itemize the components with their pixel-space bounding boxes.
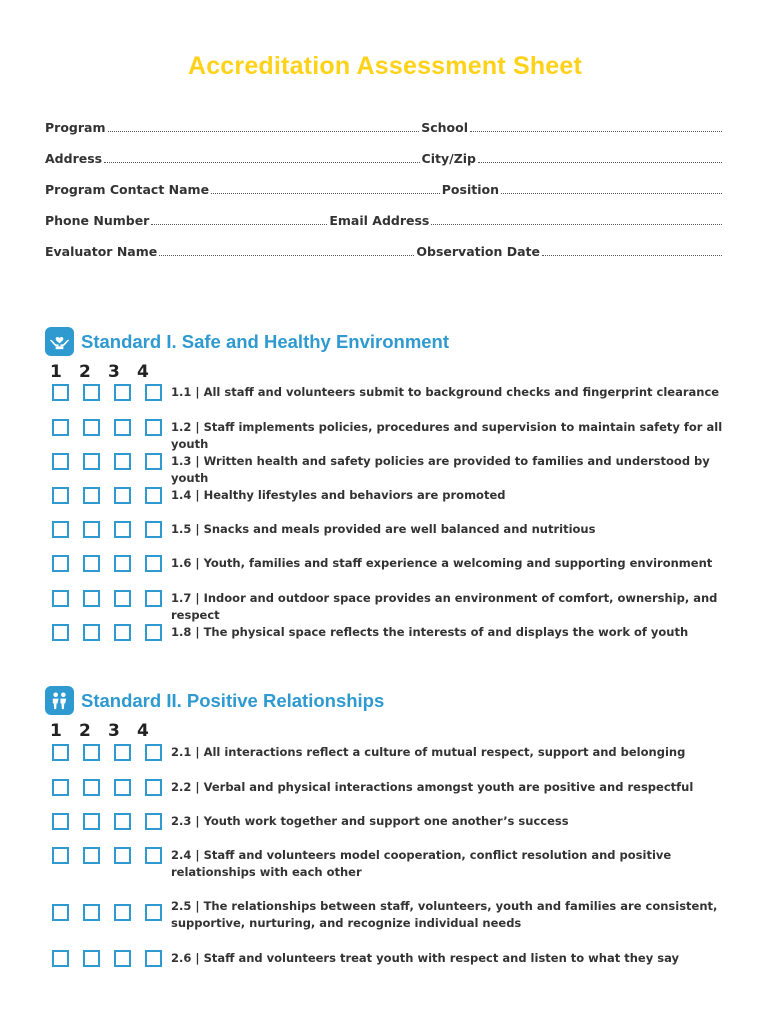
rating-2-checkbox[interactable]: [83, 555, 100, 572]
criterion-text: 1.8 | The physical space reflects the interests of and displays the work of youth: [171, 625, 689, 639]
program-contact-name-label: Program Contact Name: [45, 182, 210, 197]
rating-4-checkbox[interactable]: [145, 744, 162, 761]
observation-date-label: Observation Date: [416, 244, 540, 259]
rating-4-checkbox[interactable]: [145, 590, 162, 607]
rating-1-checkbox[interactable]: [52, 779, 69, 796]
rating-2-checkbox[interactable]: [83, 904, 100, 921]
rating-2-checkbox[interactable]: [83, 384, 100, 401]
rating-3-checkbox[interactable]: [114, 590, 131, 607]
rating-3-checkbox[interactable]: [114, 419, 131, 436]
city-zip-field[interactable]: [478, 162, 722, 163]
rating-1-checkbox[interactable]: [52, 384, 69, 401]
rating-3-checkbox[interactable]: [114, 624, 131, 641]
criterion-text: 1.4 | Healthy lifestyles and behaviors are promoted: [171, 488, 506, 502]
rating-4-checkbox[interactable]: [145, 487, 162, 504]
rating-1-checkbox[interactable]: [52, 555, 69, 572]
program-contact-name-field[interactable]: [211, 193, 440, 194]
criterion-row: [52, 847, 732, 881]
address-field[interactable]: [104, 162, 419, 163]
rating-2-checkbox[interactable]: [83, 624, 100, 641]
rating-1-checkbox[interactable]: [52, 419, 69, 436]
city-zip-label: City/Zip: [421, 151, 476, 166]
position-label: Position: [441, 182, 499, 197]
rating-1-checkbox[interactable]: [52, 847, 69, 864]
section-standard-1-header: [45, 327, 449, 356]
rating-1-checkbox[interactable]: [52, 521, 69, 538]
phone-number-field[interactable]: [151, 224, 327, 225]
program-field[interactable]: [108, 131, 420, 132]
rating-2-checkbox[interactable]: [83, 590, 100, 607]
rating-4-checkbox[interactable]: [145, 950, 162, 967]
rating-4-checkbox[interactable]: [145, 904, 162, 921]
section-title: Standard I. Safe and Healthy Environment: [81, 330, 450, 352]
criterion-row: [52, 384, 732, 401]
rating-3-checkbox[interactable]: [114, 487, 131, 504]
rating-3-checkbox[interactable]: [114, 744, 131, 761]
criterion-row: [52, 555, 732, 572]
rating-4-label: 4: [137, 362, 149, 382]
rating-4-label: 4: [137, 721, 149, 741]
criterion-row: [52, 419, 732, 453]
rating-1-checkbox[interactable]: [52, 590, 69, 607]
email-address-field[interactable]: [431, 224, 722, 225]
criterion-text: 1.5 | Snacks and meals provided are well balanced and nutritious: [171, 522, 596, 536]
school-label: School: [421, 120, 468, 135]
rating-2-checkbox[interactable]: [83, 521, 100, 538]
rating-2-checkbox[interactable]: [83, 950, 100, 967]
criterion-text: 2.2 | Verbal and physical interactions amongst youth are positive and respectful: [171, 780, 694, 794]
rating-4-checkbox[interactable]: [145, 555, 162, 572]
rating-1-checkbox[interactable]: [52, 453, 69, 470]
rating-scale-header: [50, 721, 166, 741]
rating-4-checkbox[interactable]: [145, 521, 162, 538]
criterion-row: [52, 950, 732, 967]
criterion-text: 1.2 | Staff implements policies, procedures and supervision to maintain safety for all youth: [171, 420, 723, 451]
criterion-text: 1.6 | Youth, families and staff experience a welcoming and supporting environment: [171, 556, 713, 570]
rating-4-checkbox[interactable]: [145, 779, 162, 796]
rating-3-checkbox[interactable]: [114, 950, 131, 967]
rating-4-checkbox[interactable]: [145, 847, 162, 864]
rating-scale-header: [50, 362, 166, 382]
rating-4-checkbox[interactable]: [145, 813, 162, 830]
criterion-row: [52, 624, 732, 641]
rating-3-label: 3: [108, 362, 120, 382]
address-label: Address: [45, 151, 103, 166]
rating-4-checkbox[interactable]: [145, 384, 162, 401]
rating-1-label: 1: [50, 721, 62, 741]
rating-2-checkbox[interactable]: [83, 847, 100, 864]
rating-3-checkbox[interactable]: [114, 904, 131, 921]
rating-3-checkbox[interactable]: [114, 847, 131, 864]
rating-3-label: 3: [108, 721, 120, 741]
rating-3-checkbox[interactable]: [114, 521, 131, 538]
rating-1-checkbox[interactable]: [52, 744, 69, 761]
rating-1-checkbox[interactable]: [52, 904, 69, 921]
criterion-row: [52, 590, 732, 624]
rating-4-checkbox[interactable]: [145, 419, 162, 436]
rating-2-checkbox[interactable]: [83, 744, 100, 761]
position-field[interactable]: [501, 193, 722, 194]
criterion-text: 2.6 | Staff and volunteers treat youth with respect and listen to what they say: [171, 951, 679, 965]
rating-2-label: 2: [79, 362, 91, 382]
rating-1-checkbox[interactable]: [52, 487, 69, 504]
rating-3-checkbox[interactable]: [114, 384, 131, 401]
rating-2-label: 2: [79, 721, 91, 741]
rating-2-checkbox[interactable]: [83, 779, 100, 796]
criterion-row: [52, 779, 732, 796]
rating-1-checkbox[interactable]: [52, 813, 69, 830]
email-address-label: Email Address: [329, 213, 430, 228]
criterion-row: [52, 813, 732, 830]
rating-3-checkbox[interactable]: [114, 453, 131, 470]
page-title: Accreditation Assessment Sheet: [187, 52, 583, 80]
criterion-text: 1.3 | Written health and safety policies are provided to families and understood by youth: [171, 454, 710, 485]
criterion-row: [52, 487, 732, 504]
rating-3-checkbox[interactable]: [114, 555, 131, 572]
program-label: Program: [45, 120, 106, 135]
rating-2-checkbox[interactable]: [83, 813, 100, 830]
criterion-row: [52, 453, 732, 487]
evaluator-name-label: Evaluator Name: [45, 244, 158, 259]
rating-2-checkbox[interactable]: [83, 419, 100, 436]
rating-2-checkbox[interactable]: [83, 453, 100, 470]
phone-number-label: Phone Number: [45, 213, 150, 228]
observation-date-field[interactable]: [542, 255, 722, 256]
rating-2-checkbox[interactable]: [83, 487, 100, 504]
criterion-text: 2.4 | Staff and volunteers model cooperation, conflict resolution and positive relationships with each other: [171, 848, 672, 879]
rating-1-checkbox[interactable]: [52, 950, 69, 967]
hands-heart-icon: [45, 327, 74, 356]
rating-3-checkbox[interactable]: [114, 779, 131, 796]
criterion-text: 2.3 | Youth work together and support one another’s success: [171, 814, 569, 828]
criterion-text: 1.7 | Indoor and outdoor space provides an environment of comfort, ownership, and respect: [171, 591, 718, 622]
criterion-text: 1.1 | All staff and volunteers submit to background checks and fingerprint clearance: [171, 385, 720, 399]
rating-4-checkbox[interactable]: [145, 624, 162, 641]
school-field[interactable]: [470, 131, 722, 132]
section-title: Standard II. Positive Relationships: [81, 689, 385, 711]
rating-1-checkbox[interactable]: [52, 624, 69, 641]
evaluator-name-field[interactable]: [159, 255, 414, 256]
rating-4-checkbox[interactable]: [145, 453, 162, 470]
criterion-row: [52, 744, 732, 761]
criterion-row: [52, 521, 732, 538]
criterion-text: 2.1 | All interactions reflect a culture of mutual respect, support and belonging: [171, 745, 686, 759]
criterion-row: [52, 898, 732, 932]
criterion-text: 2.5 | The relationships between staff, volunteers, youth and families are consistent, supportive, nurturing, and recognize individual needs: [171, 899, 718, 930]
people-group-icon: [45, 686, 74, 715]
rating-1-label: 1: [50, 362, 62, 382]
rating-3-checkbox[interactable]: [114, 813, 131, 830]
section-standard-2-header: [45, 686, 384, 715]
